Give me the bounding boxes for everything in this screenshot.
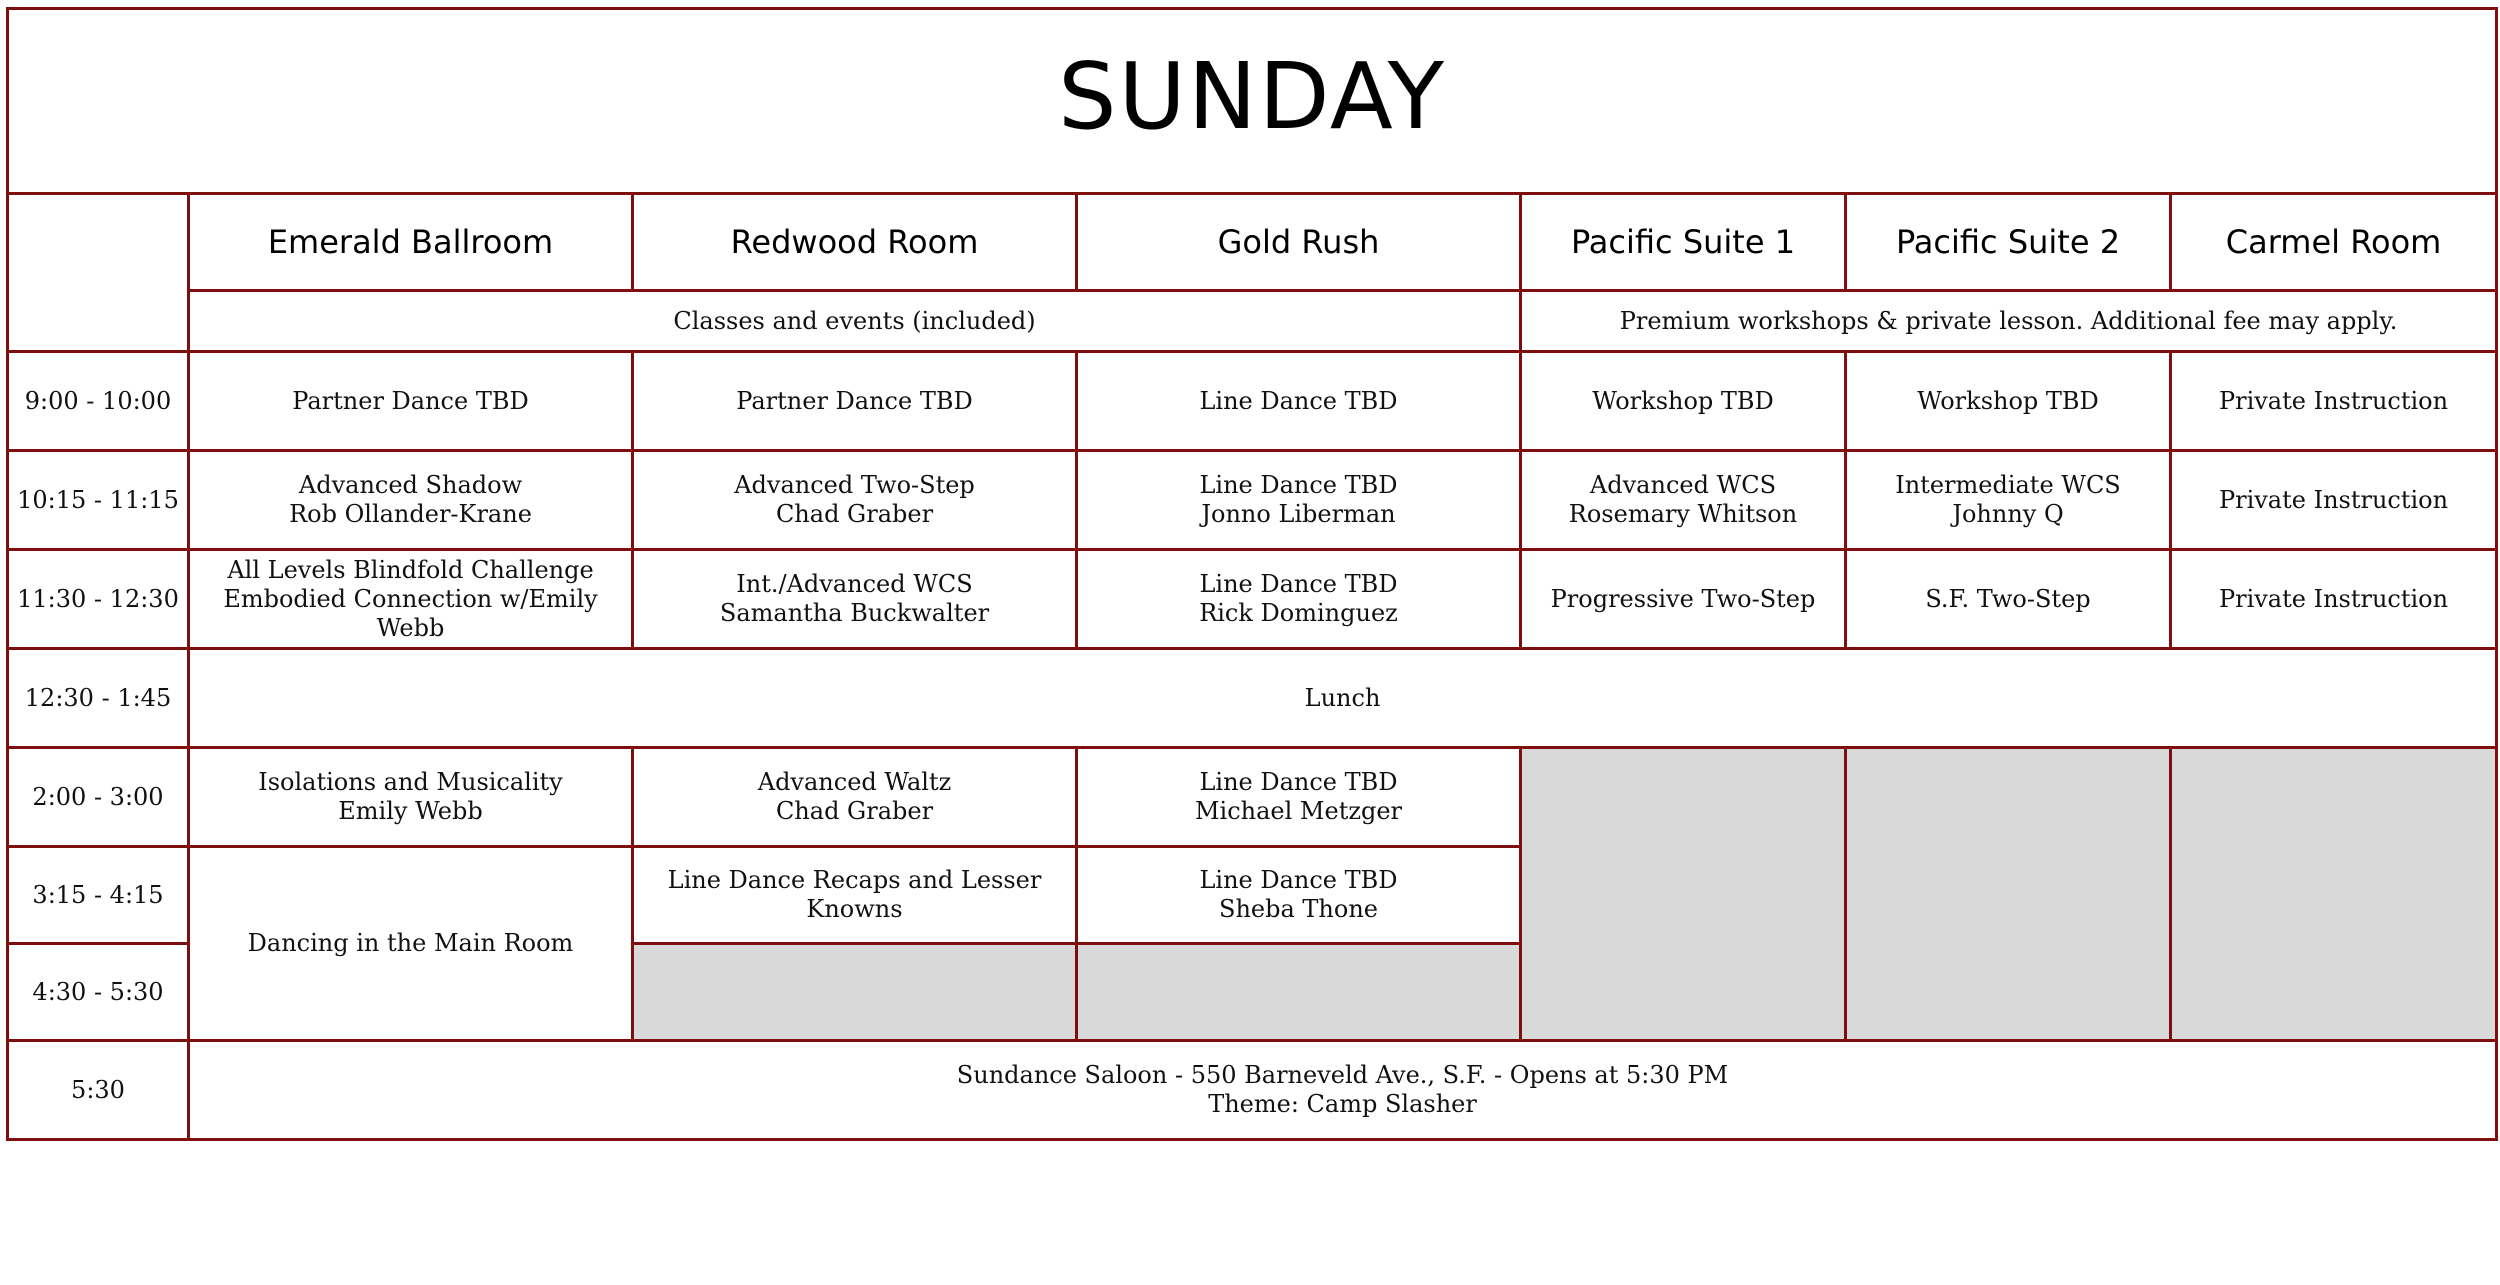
time-slot: 3:15 - 4:15: [8, 847, 189, 944]
session-title: Private Instruction: [2218, 584, 2449, 613]
time-slot: 2:00 - 3:00: [8, 748, 189, 847]
session-cell: [633, 352, 1077, 451]
session-instructor: Emily Webb: [338, 797, 483, 825]
session-title: Line Dance TBD: [1199, 866, 1398, 894]
time-slot: 10:15 - 11:15: [8, 451, 189, 550]
room-header: Pacific Suite 2: [1846, 194, 2171, 291]
session-cell: [189, 748, 633, 847]
header-corner: [8, 194, 189, 352]
session-cell: [1077, 451, 1521, 550]
session-title: Advanced Waltz: [757, 768, 952, 796]
session-title: Line Dance Recaps and Lesser: [667, 866, 1042, 894]
session-cell: [633, 748, 1077, 847]
session-instructor: Michael Metzger: [1194, 797, 1403, 825]
session-cell: [1077, 352, 1521, 451]
main-room-cell: Dancing in the Main Room: [189, 847, 633, 1041]
session-cell: [2171, 352, 2497, 451]
session-title: Progressive Two-Step: [1550, 584, 1816, 613]
evening-venue: Sundance Saloon - 550 Barneveld Ave., S.F. - Opens at 5:30 PM: [956, 1061, 1729, 1089]
session-title: Intermediate WCS: [1895, 471, 2121, 499]
session-title: Line Dance TBD: [1199, 570, 1398, 598]
lunch-cell: Lunch: [189, 649, 2497, 748]
time-slot: 4:30 - 5:30: [8, 944, 189, 1041]
session-instructor: Sheba Thone: [1219, 895, 1378, 923]
room-header: Pacific Suite 1: [1521, 194, 1846, 291]
room-header: Emerald Ballroom: [189, 194, 633, 291]
schedule-table: [6, 7, 2498, 1141]
session-cell: [1077, 748, 1521, 847]
session-title: Int./Advanced WCS: [736, 570, 973, 598]
session-title: Private Instruction: [2218, 386, 2449, 415]
session-cell: [1846, 352, 2171, 451]
room-header: Carmel Room: [2171, 194, 2497, 291]
included-note: Classes and events (included): [189, 291, 1521, 352]
session-title: Partner Dance TBD: [736, 386, 973, 415]
empty-cell: [1846, 748, 2171, 1041]
evening-theme: Theme: Camp Slasher: [1208, 1090, 1477, 1118]
session-title: Line Dance TBD: [1199, 386, 1398, 415]
evening-event-cell: [189, 1041, 2497, 1140]
session-title: Workshop TBD: [1592, 386, 1774, 415]
session-title: S.F. Two-Step: [1925, 584, 2091, 613]
time-slot: 11:30 - 12:30: [8, 550, 189, 649]
session-cell: [1846, 451, 2171, 550]
empty-cell: [633, 944, 1077, 1041]
session-title: Advanced Shadow: [298, 471, 523, 499]
session-cell: [2171, 550, 2497, 649]
session-cell: [1521, 352, 1846, 451]
session-cell: [189, 352, 633, 451]
session-cell: [633, 847, 1077, 944]
session-cell: [189, 451, 633, 550]
session-cell: [1521, 550, 1846, 649]
session-instructor: Rosemary Whitson: [1568, 500, 1798, 528]
session-title: Partner Dance TBD: [292, 386, 529, 415]
page-title: SUNDAY: [8, 9, 2497, 194]
session-instructor: Rob Ollander-Krane: [289, 500, 532, 528]
session-title-cont: Knowns: [806, 895, 903, 923]
session-title: Line Dance TBD: [1199, 768, 1398, 796]
session-instructor: Jonno Liberman: [1201, 500, 1396, 528]
session-cell: [1846, 550, 2171, 649]
empty-cell: [1521, 748, 1846, 1041]
room-header: Gold Rush: [1077, 194, 1521, 291]
session-title: Workshop TBD: [1917, 386, 2099, 415]
session-title: All Levels Blindfold Challenge: [227, 555, 594, 584]
session-instructor: Samantha Buckwalter: [719, 599, 990, 627]
session-instructor: Chad Graber: [775, 797, 934, 825]
session-cell: [633, 451, 1077, 550]
session-instructor: Rick Dominguez: [1199, 599, 1398, 627]
session-title: Line Dance TBD: [1199, 471, 1398, 499]
session-title: Advanced Two-Step: [734, 471, 975, 499]
room-header: Redwood Room: [633, 194, 1077, 291]
session-cell: [189, 550, 633, 649]
session-cell: [1521, 451, 1846, 550]
session-title: Isolations and Musicality: [258, 768, 563, 796]
session-instructor: Chad Graber: [775, 500, 934, 528]
session-cell: [633, 550, 1077, 649]
session-title: Private Instruction: [2218, 485, 2449, 514]
empty-cell: [1077, 944, 1521, 1041]
time-slot: 12:30 - 1:45: [8, 649, 189, 748]
empty-cell: [2171, 748, 2497, 1041]
session-cell: [2171, 451, 2497, 550]
session-title: Advanced WCS: [1589, 471, 1777, 499]
premium-note: Premium workshops & private lesson. Additional fee may apply.: [1521, 291, 2497, 352]
session-instructor: Embodied Connection w/Emily Webb: [223, 584, 598, 642]
time-slot: 9:00 - 10:00: [8, 352, 189, 451]
session-cell: [1077, 847, 1521, 944]
time-slot: 5:30: [8, 1041, 189, 1140]
session-cell: [1077, 550, 1521, 649]
session-instructor: Johnny Q: [1952, 500, 2064, 528]
